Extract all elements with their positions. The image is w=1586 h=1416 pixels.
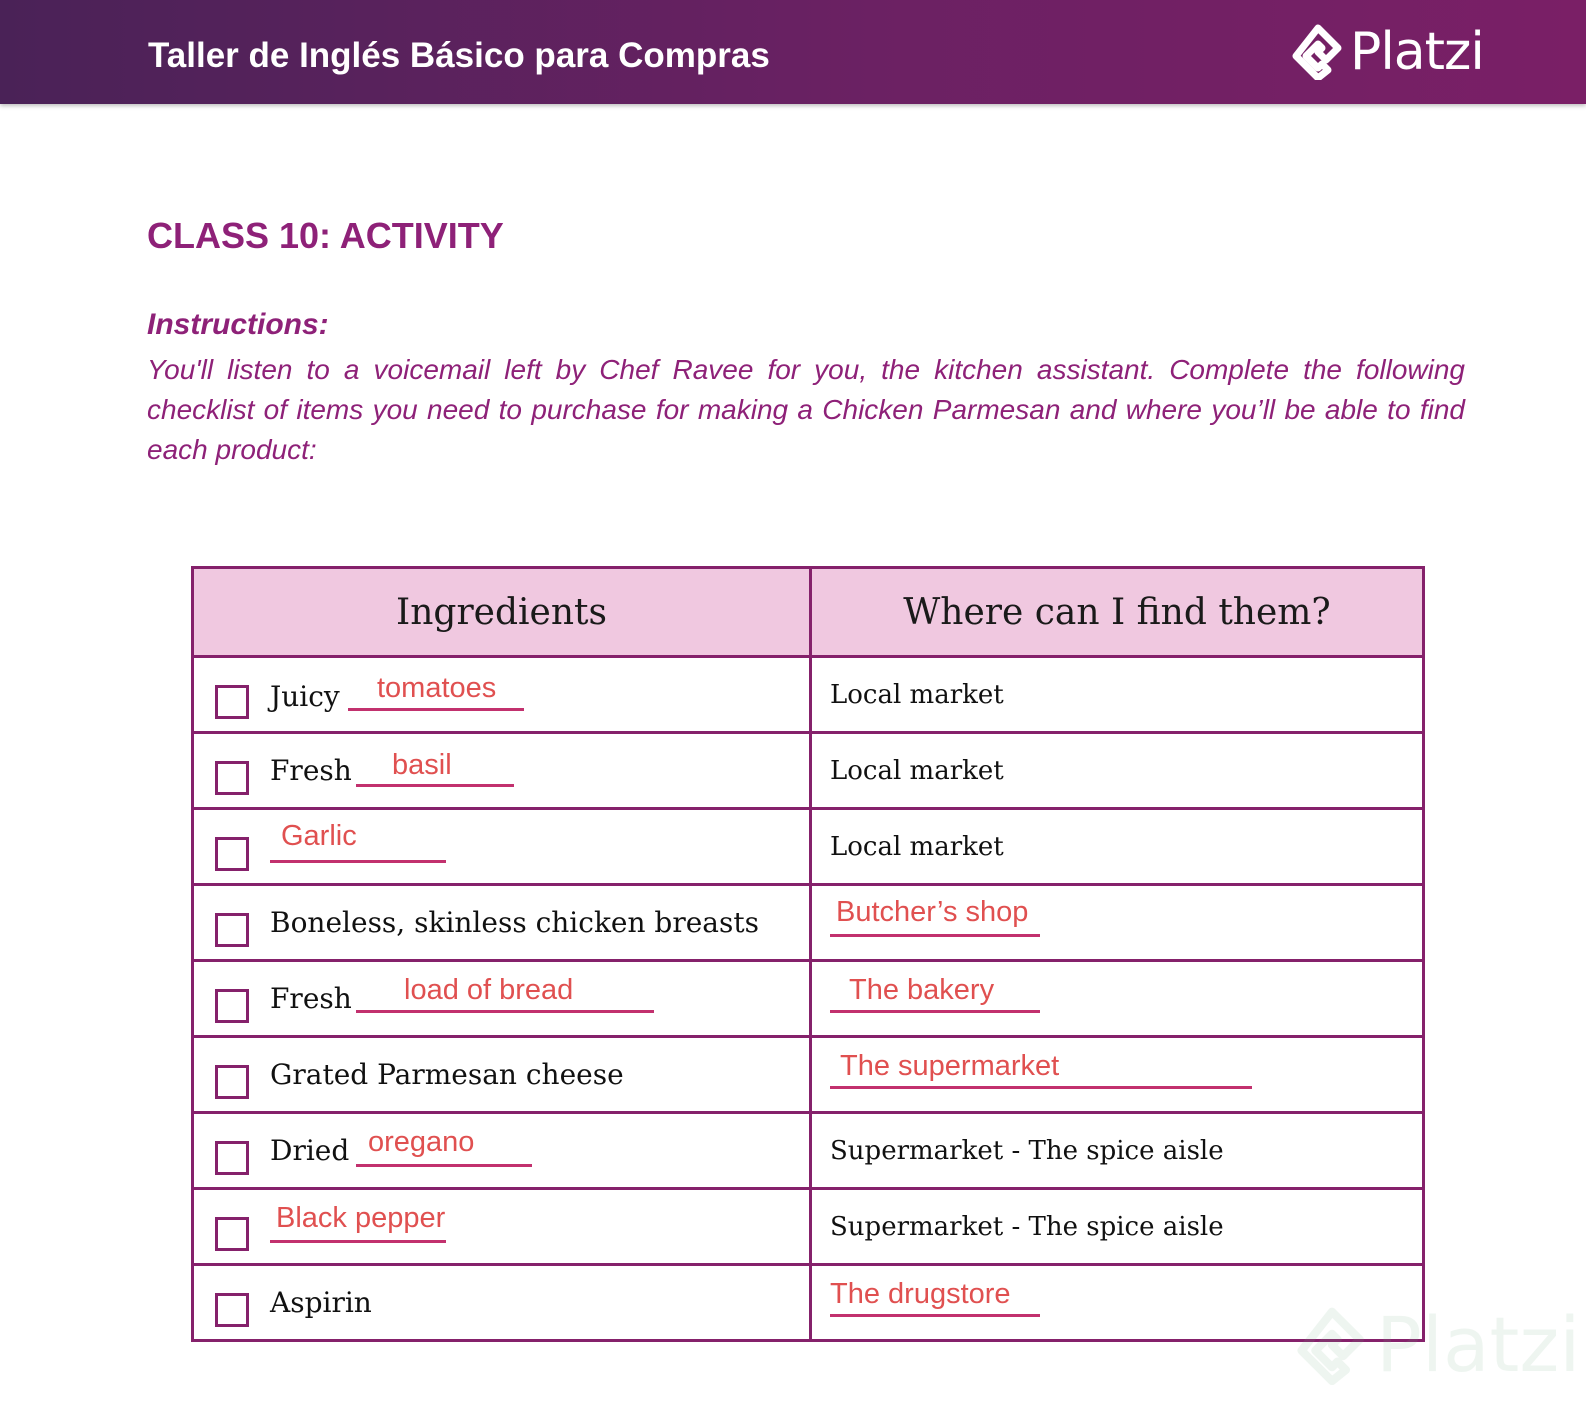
answer-underline <box>356 1164 532 1167</box>
answer-underline <box>356 784 514 787</box>
location-printed: Local market <box>830 756 1004 786</box>
table-header-row <box>193 568 1424 657</box>
checkbox[interactable] <box>215 1141 249 1175</box>
ingredient-cell <box>193 1189 811 1265</box>
platzi-watermark <box>1296 1300 1580 1389</box>
instructions-label: Instructions: <box>147 308 329 341</box>
ingredient-prefix: Fresh <box>270 982 352 1015</box>
table-row <box>193 657 1424 733</box>
location-cell <box>811 1113 1424 1189</box>
location-answer: Butcher’s shop <box>836 896 1029 928</box>
ingredient-prefix: Grated Parmesan cheese <box>270 1058 624 1091</box>
ingredient-cell <box>193 657 811 733</box>
answer-underline <box>270 1240 446 1243</box>
platzi-watermark-text: Platzi <box>1376 1300 1581 1389</box>
location-answer: The bakery <box>849 974 995 1006</box>
answer-underline <box>270 860 446 863</box>
table-row <box>193 885 1424 961</box>
location-cell <box>811 733 1424 809</box>
ingredient-cell <box>193 1265 811 1341</box>
ingredient-answer: Garlic <box>281 820 357 852</box>
platzi-logo-text: Platzi <box>1350 22 1484 82</box>
ingredient-answer: basil <box>392 749 452 781</box>
platzi-logo <box>1292 22 1484 82</box>
ingredient-prefix: Dried <box>270 1134 350 1167</box>
location-cell <box>811 885 1424 961</box>
location-cell <box>811 1189 1424 1265</box>
checkbox[interactable] <box>215 989 249 1023</box>
table-row <box>193 1113 1424 1189</box>
checkbox[interactable] <box>215 1293 249 1327</box>
answer-underline <box>830 1086 1252 1089</box>
shopping-checklist-table <box>191 566 1425 1342</box>
ingredient-prefix: Boneless, skinless chicken breasts <box>270 906 759 939</box>
header-ingredients: Ingredients <box>193 568 811 657</box>
location-answer: The drugstore <box>830 1278 1011 1310</box>
location-cell <box>811 961 1424 1037</box>
location-printed: Supermarket - The spice aisle <box>830 1136 1224 1166</box>
ingredient-answer: oregano <box>368 1126 475 1158</box>
table-row <box>193 1189 1424 1265</box>
ingredient-answer: tomatoes <box>377 672 497 704</box>
location-printed: Supermarket - The spice aisle <box>830 1212 1224 1242</box>
checkbox[interactable] <box>215 913 249 947</box>
table-row <box>193 1037 1424 1113</box>
table-row <box>193 809 1424 885</box>
ingredient-cell <box>193 961 811 1037</box>
ingredient-answer: load of bread <box>404 974 574 1006</box>
checkbox[interactable] <box>215 761 249 795</box>
instructions-text: You'll listen to a voicemail left by Chef Ravee for you, the kitchen assistant. Complete the following checklist of items you need to purchase for making a Chicken Parmesan and where you’ll be able to find each product: <box>147 354 1465 465</box>
answer-underline <box>348 708 524 711</box>
checkbox[interactable] <box>215 837 249 871</box>
answer-underline <box>830 1314 1040 1317</box>
ingredient-prefix: Fresh <box>270 754 352 787</box>
ingredient-cell <box>193 1037 811 1113</box>
location-cell <box>811 809 1424 885</box>
class-title: CLASS 10: ACTIVITY <box>147 215 504 256</box>
location-cell <box>811 657 1424 733</box>
checkbox[interactable] <box>215 1065 249 1099</box>
ingredient-cell <box>193 733 811 809</box>
location-cell <box>811 1037 1424 1113</box>
answer-underline <box>356 1010 654 1013</box>
checkbox[interactable] <box>215 685 249 719</box>
ingredient-cell <box>193 1113 811 1189</box>
table-row <box>193 1265 1424 1341</box>
header-title: Taller de Inglés Básico para Compras <box>148 36 770 75</box>
checkbox[interactable] <box>215 1217 249 1251</box>
answer-underline <box>830 934 1040 937</box>
header-where: Where can I find them? <box>811 568 1424 657</box>
location-printed: Local market <box>830 680 1004 710</box>
platzi-logo-icon <box>1292 24 1344 80</box>
ingredient-cell <box>193 809 811 885</box>
table-row <box>193 961 1424 1037</box>
platzi-watermark-icon <box>1296 1305 1368 1385</box>
location-printed: Local market <box>830 832 1004 862</box>
header-bar <box>0 0 1586 104</box>
location-answer: The supermarket <box>840 1050 1060 1082</box>
ingredient-prefix: Juicy <box>270 680 340 713</box>
ingredient-prefix: Aspirin <box>270 1286 372 1319</box>
table-row <box>193 733 1424 809</box>
ingredient-cell <box>193 885 811 961</box>
answer-underline <box>830 1010 1040 1013</box>
ingredient-answer: Black pepper <box>276 1202 446 1234</box>
